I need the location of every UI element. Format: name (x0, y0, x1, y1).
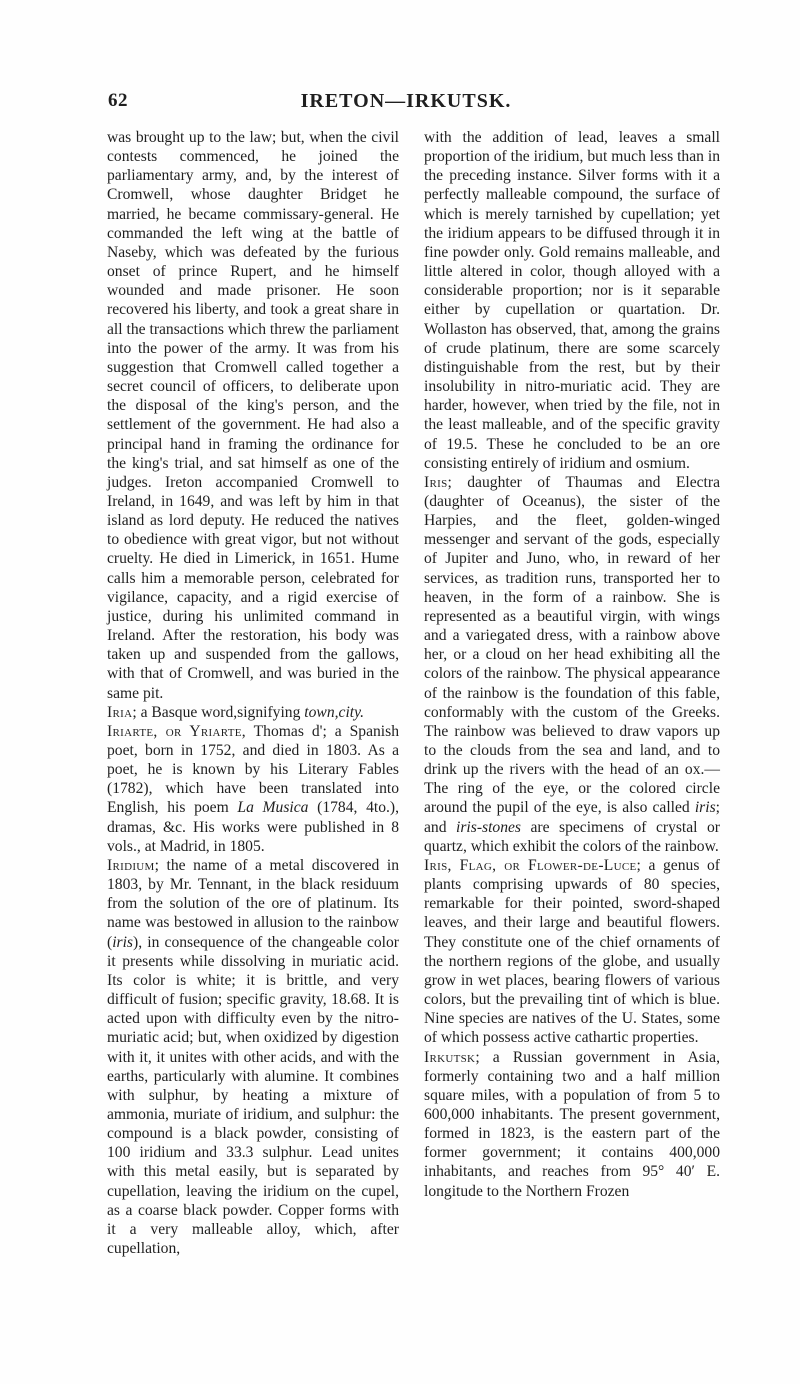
page-header (108, 90, 704, 116)
headword-irkutsk: Irkutsk (424, 1048, 476, 1066)
iridium-text: ; the name of a metal discovered in 1803, by Mr. Tennant, in the black residuum from the solution of the ore of platinum. Its name was bestowed in allusion to the rainbow ( (107, 856, 399, 951)
headword-iris-flag: Iris, Flag, or Flower-de-Luce (424, 856, 637, 874)
iria-italic: town,city. (304, 703, 365, 721)
irkutsk-text: ; a Russian government in Asia, formerly containing two and a half million square miles, with a population of from 5 to 600,000 inhabitants. The present government, formed in 1823, is the eastern part of the former government; it contains 400,000 inhabitants, and reaches from 95° 40′ E. longitude to the Northern Frozen (424, 1048, 720, 1200)
headword-iria: Iria (107, 703, 133, 721)
iriarte-italic: La Musica (237, 799, 309, 817)
entry-iris (424, 473, 720, 856)
headword-iris: Iris (424, 473, 448, 491)
iria-text: ; a Basque word,signifying (132, 703, 305, 721)
iris-flag-text: ; a genus of plants comprising upwards of 80 species, remarkable for their pointed, sword-shaped leaves, and their large and beautiful flowers. They constitute one of the chief ornaments of the northern regions of the globe, and usually grow in wet places, bearing flowers of various colors, but the prevailing tint of which is blue. Nine species are natives of the U. States, some of which possess active cathartic properties. (424, 856, 720, 1047)
iris-text-3: are specimens of crystal or quartz, which exhibit the colors of the rainbow. (424, 818, 720, 855)
iris-italic-2: iris-stones (456, 818, 521, 836)
entry-iridium (107, 856, 399, 1258)
iridium-text-2: ), in consequence of the changeable color it presents while dissolving in muriatic acid. Its color is white; it is brittle, and very difficult of fusion; specific gravity, 18.68. It is acted upon with difficulty even by the nitro-muriatic acid; but, when oxidized by digestion with it, it unites with other acids, and with the earths, particularly with alumine. It combines with sulphur, by heating a mixture of ammonia, muriate of iridium, and sulphur: the compound is a black powder, consisting of 100 iridium and 33.3 sulphur. Lead unites with this metal easily, but is separated by cupellation, leaving the iridium on the cupel, as a coarse black powder. Copper forms with it a very malleable alloy, which, after cupellation, (107, 933, 399, 1258)
iridium-italic: iris (112, 933, 134, 951)
headword-iriarte: Iriarte, or Yriarte, (107, 722, 246, 740)
iriarte-text-2: (1784, 4to.), dramas, &c. His works were published in 8 vols., at Madrid, in 1805. (107, 799, 399, 855)
headword-iridium: Iridium (107, 856, 155, 874)
iriarte-text: Thomas d'; a Spanish poet, born in 1752, and died in 1803. As a poet, he is known by his Literary Fables (1782), which have been translated into English, his poem (107, 722, 399, 817)
entry-irkutsk (424, 1048, 720, 1201)
entry-iriarte (107, 722, 399, 856)
running-head: IRETON—IRKUTSK. (300, 90, 512, 112)
right-column (424, 128, 720, 1201)
ireton-text: was brought up to the law; but, when the civil contests commenced, he joined the parliamentary army, and, by the interest of Cromwell, whose daughter Bridget he married, he became commissary-general. He commanded the left wing at the battle of Naseby, which was defeated by the furious onset of prince Rupert, and he himself wounded and made prisoner. He soon recovered his liberty, and took a great share in all the transactions which threw the parliament into the power of the army. It was from his suggestion that Cromwell called together a secret council of officers, to deliberate upon the disposal of the king's person, and the settlement of the government. He had also a principal hand in framing the ordinance for the king's trial, and sat himself as one of the judges. Ireton accompanied Cromwell to Ireland, in 1649, and was left by him in that island as lord deputy. He reduced the natives to obedience with great vigor, but not without cruelty. He died in Limerick, in 1651. Hume calls him a memorable person, celebrated for vigilance, capacity, and a rigid exercise of justice, during his unlimited command in Ireland. After the restoration, his body was taken up and suspended from the gallows, with that of Cromwell, and was buried in the same pit. (107, 129, 399, 702)
page-number: 62 (108, 90, 128, 111)
iris-text-2: ; and (424, 799, 720, 836)
iris-italic-1: iris (694, 799, 716, 817)
iridium-continued-text: with the addition of lead, leaves a small proportion of the iridium, but much less than in the preceding instance. Silver forms with it a perfectly malleable compound, the surface of which is merely tarnished by cupellation; yet the iridium appears to be diffused through it in fine powder only. Gold remains malleable, and little altered in color, though alloyed with a considerable proportion; nor is it separable either by cupellation or quartation. Dr. Wollaston has observed, that, among the grains of crude platinum, there are some scarcely distinguishable from the rest, but by their insolubility in nitro-muriatic acid. They are harder, however, when tried by the file, not in the least malleable, and of the specific gravity of 19.5. These he concluded to be an ore consisting entirely of iridium and osmium. (424, 129, 720, 472)
left-column (107, 128, 399, 1258)
entry-iris-flag (424, 856, 720, 1048)
entry-ireton-continued (107, 128, 399, 703)
entry-iridium-continued (424, 128, 720, 473)
entry-iria (107, 703, 399, 722)
iris-text: ; daughter of Thaumas and Electra (daughter of Oceanus), the sister of the Harpies, and the fleet, golden-winged messenger and servant of the gods, especially of Jupiter and Juno, who, in reward of her services, as tradition runs, transported her to heaven, in the form of a rainbow. She is represented as a beautiful virgin, with wings and a variegated dress, with a rainbow above her, or a cloud on her head exhibiting all the colors of the rainbow. The physical appearance of the rainbow is the foundation of this fable, conformably with the custom of the Greeks. The rainbow was believed to draw vapors up to the clouds from the sea and land, and to drink up the rivers with the head of an ox.—The ring of the eye, or the colored circle around the pupil of the eye, is also called (424, 473, 720, 817)
